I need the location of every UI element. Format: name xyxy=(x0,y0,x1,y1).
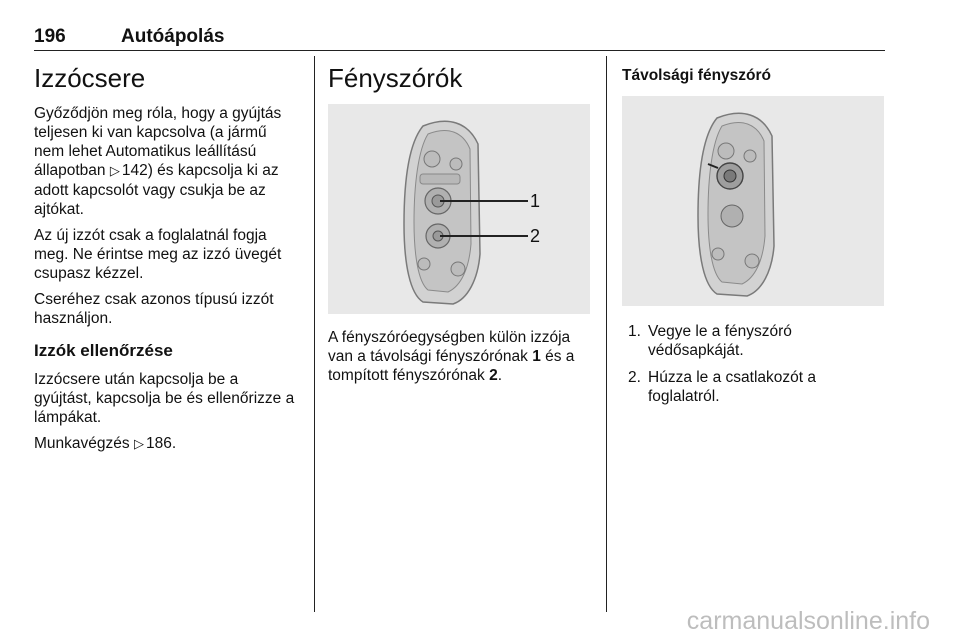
column-1 xyxy=(34,60,296,461)
headlight-illustration xyxy=(328,104,590,314)
paragraph-same-type: Cseréhez csak azonos típusú izzót használjon. xyxy=(34,291,274,327)
section-title-high-beam: Távolsági fényszóró xyxy=(622,67,772,84)
section-title-headlights: Fényszórók xyxy=(328,63,463,93)
arrow-triangle-icon: ▷ xyxy=(133,437,144,452)
steps-list xyxy=(622,322,886,406)
paragraph-handling: Az új izzót csak a foglalatnál fogja meg. Ne érintse meg az izzó üvegét csupasz kézzel. xyxy=(34,227,282,282)
high-beam-illustration xyxy=(622,96,884,306)
header-rule xyxy=(34,50,885,51)
paragraph-work: Munkavégzés ▷ 186. xyxy=(34,435,177,452)
watermark: carmanualsonline.info xyxy=(686,607,930,635)
page-ref-142[interactable]: 142 xyxy=(121,162,148,179)
paragraph-check-lamps: Izzócsere után kapcsolja be a gyújtást, kapcsolja be és ellenőrizze a lámpákat. xyxy=(34,371,295,426)
column-divider-2 xyxy=(606,56,607,612)
chapter-title: Autóápolás xyxy=(121,26,225,47)
list-item: 1. Vegye le a fényszóró védősapkáját. xyxy=(628,323,792,359)
arrow-triangle-icon: ▷ xyxy=(109,164,120,179)
headlight-figure xyxy=(328,104,590,314)
figure-caption: A fényszóróegységben külön izzója van a távolsági fényszórónak 1 és a tompított fényszórónak 2. xyxy=(328,329,575,384)
paragraph-ignition: Győződjön meg róla, hogy a gyújtás teljesen ki van kapcsolva (a jármű nem lehet Automatikus leállítású állapotban ▷ 142) és kapcsolja ki az adott kapcsolót vagy csukja be az ajtókat. xyxy=(34,105,282,218)
list-item: 2. Húzza le a csatlakozót a foglalatról. xyxy=(628,369,817,405)
callout-label-1: 1 xyxy=(530,191,541,211)
column-divider-1 xyxy=(314,56,315,612)
subsection-title-check: Izzók ellenőrzése xyxy=(34,341,173,360)
page-number: 196 xyxy=(34,26,66,47)
column-3 xyxy=(622,60,886,414)
section-title-bulb-replacement: Izzócsere xyxy=(34,63,146,93)
callout-label-2: 2 xyxy=(530,226,541,246)
page-ref-186[interactable]: 186 xyxy=(145,435,172,452)
column-2 xyxy=(328,60,590,392)
high-beam-figure xyxy=(622,96,884,306)
